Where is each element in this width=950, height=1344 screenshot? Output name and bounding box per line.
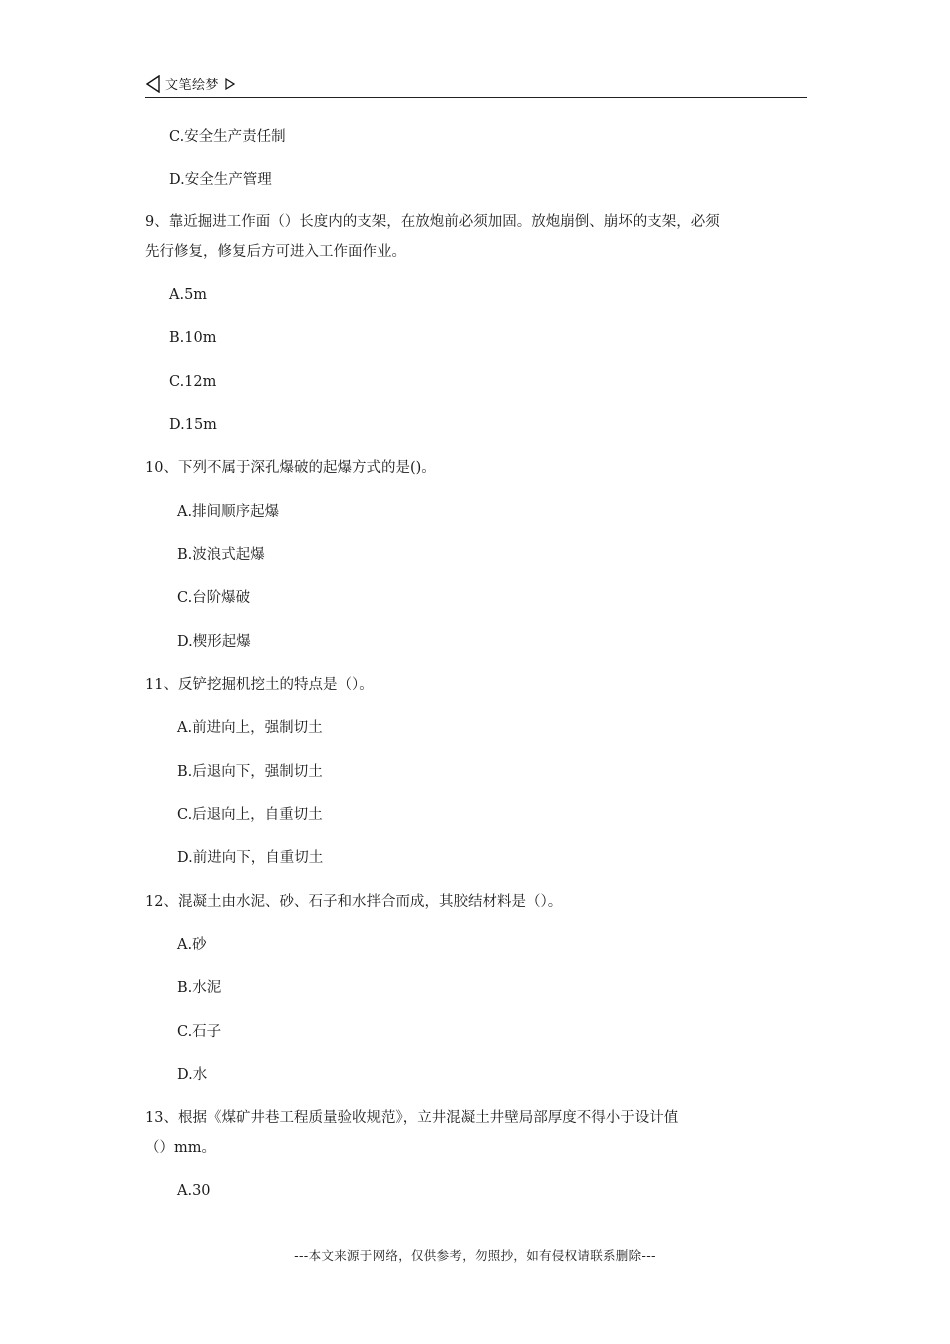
option-10d: D.楔形起爆 [177, 634, 251, 650]
option-9d: D.15m [169, 417, 217, 433]
question-13-line-1: 13、根据《煤矿井巷工程质量验收规范》，立井混凝土井壁局部厚度不得小于设计值 [145, 1110, 679, 1126]
option-11c: C.后退向上，自重切土 [177, 807, 323, 823]
option-13a: A.30 [177, 1183, 211, 1199]
option-11a: A.前进向上，强制切土 [177, 720, 323, 736]
question-10: 10、下列不属于深孔爆破的起爆方式的是()。 [145, 460, 436, 476]
page-header [145, 72, 807, 98]
question-12: 12、混凝土由水泥、砂、石子和水拌合而成，其胶结材料是（）。 [145, 894, 563, 910]
option-10a: A.排间顺序起爆 [177, 504, 280, 520]
left-triangle-icon [145, 75, 161, 93]
option-12d: D.水 [177, 1067, 208, 1083]
option-12a: A.砂 [177, 937, 207, 953]
logo [145, 74, 235, 93]
option-8d: D.安全生产管理 [169, 172, 272, 188]
logo-text: 文笔绘梦 [165, 78, 220, 93]
option-9a: A.5m [169, 287, 208, 303]
question-9-line-1: 9、靠近掘进工作面（）长度内的支架，在放炮前必须加固。放炮崩倒、崩坏的支架，必须 [145, 214, 720, 230]
option-9b: B.10m [169, 330, 217, 346]
option-11b: B.后退向下，强制切土 [177, 764, 323, 780]
option-8c: C.安全生产责任制 [169, 129, 286, 145]
right-triangle-icon [225, 78, 235, 90]
question-9-line-2: 先行修复，修复后方可进入工作面作业。 [145, 244, 406, 260]
question-11: 11、反铲挖掘机挖土的特点是（）。 [145, 677, 374, 693]
option-10c: C.台阶爆破 [177, 590, 251, 606]
option-12c: C.石子 [177, 1024, 222, 1040]
option-12b: B.水泥 [177, 980, 222, 996]
page-footer: ---本文来源于网络，仅供参考，勿照抄，如有侵权请联系删除--- [294, 1248, 656, 1263]
option-10b: B.波浪式起爆 [177, 547, 265, 563]
header-rule [145, 97, 807, 98]
option-9c: C.12m [169, 374, 217, 390]
option-11d: D.前进向下，自重切土 [177, 850, 324, 866]
question-13-line-2: （）mm。 [145, 1140, 216, 1156]
